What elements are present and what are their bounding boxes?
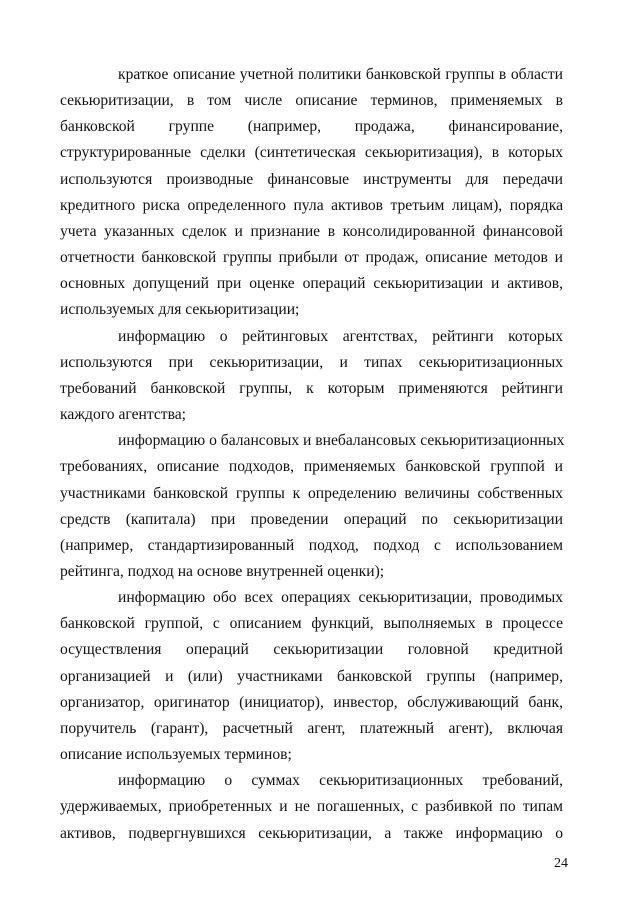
text-line: информацию о рейтинговых агентствах, рейтинги которых: [118, 327, 563, 345]
text-line: осуществления операций секьюритизации головной кредитной: [60, 641, 563, 659]
text-line: используются при секьюритизации, и типах секьюритизационных: [60, 353, 563, 371]
text-line: используемых для секьюритизации;: [60, 301, 300, 319]
text-line: организацией и (или) участниками банковской группы (например,: [60, 667, 563, 685]
text-line: используются производные финансовые инструменты для передачи: [60, 170, 563, 188]
text-line: требованиях, описание подходов, применяемых банковской группой и: [60, 458, 563, 476]
text-line: отчетности банковской группы прибыли от продаж, описание методов и: [60, 249, 563, 267]
text-line: банковской группой, с описанием функций, выполняемых в процессе: [60, 615, 563, 633]
text-line: информацию обо всех операциях секьюритизации, проводимых: [118, 589, 563, 607]
text-line: рейтинга, подход на основе внутренней оценки);: [60, 562, 385, 580]
text-line: (например, стандартизированный подход, подход с использованием: [60, 536, 563, 554]
text-line: банковской группе (например, продажа, финансирование,: [60, 118, 563, 136]
text-line: краткое описание учетной политики банковской группы в области: [118, 66, 563, 83]
paragraph-requirement-amounts: [60, 768, 563, 846]
text-line: описание используемых терминов;: [60, 746, 292, 764]
text-line: организатор, оригинатор (инициатор), инвестор, обслуживающий банк,: [60, 693, 563, 711]
text-line: каждого агентства;: [60, 406, 186, 424]
text-line: информацию о суммах секьюритизационных требований,: [118, 772, 563, 790]
text-line: учета указанных сделок и признание в консолидированной финансовой: [60, 222, 563, 240]
page-number: 24: [554, 856, 568, 871]
paragraph-balance-requirements: [60, 428, 565, 585]
text-line: информацию о балансовых и внебалансовых секьюритизационных: [118, 432, 565, 450]
body-text: [60, 62, 565, 847]
text-line: удерживаемых, приобретенных и не погашенных, с разбивкой по типам: [60, 798, 563, 816]
text-line: активов, подвергнувшихся секьюритизации, а также информацию о: [60, 824, 563, 842]
text-line: секьюритизации, в том числе описание терминов, применяемых в: [60, 92, 563, 110]
text-line: основных допущений при оценке операций секьюритизации и активов,: [60, 275, 563, 293]
text-line: участниками банковской группы к определению величины собственных: [60, 484, 563, 502]
text-line: средств (капитала) при проведении операций по секьюритизации: [60, 510, 563, 528]
text-line: поручитель (гарант), расчетный агент, платежный агент), включая: [60, 719, 563, 737]
paragraph-accounting-policy: [60, 62, 563, 324]
text-line: структурированные сделки (синтетическая секьюритизация), в которых: [60, 144, 563, 162]
paragraph-rating-agencies: [60, 324, 563, 429]
text-line: требований банковской группы, к которым применяются рейтинги: [60, 379, 563, 397]
text-line: кредитного риска определенного пула активов третьим лицам), порядка: [60, 196, 563, 214]
paragraph-securitization-operations: [60, 585, 563, 768]
